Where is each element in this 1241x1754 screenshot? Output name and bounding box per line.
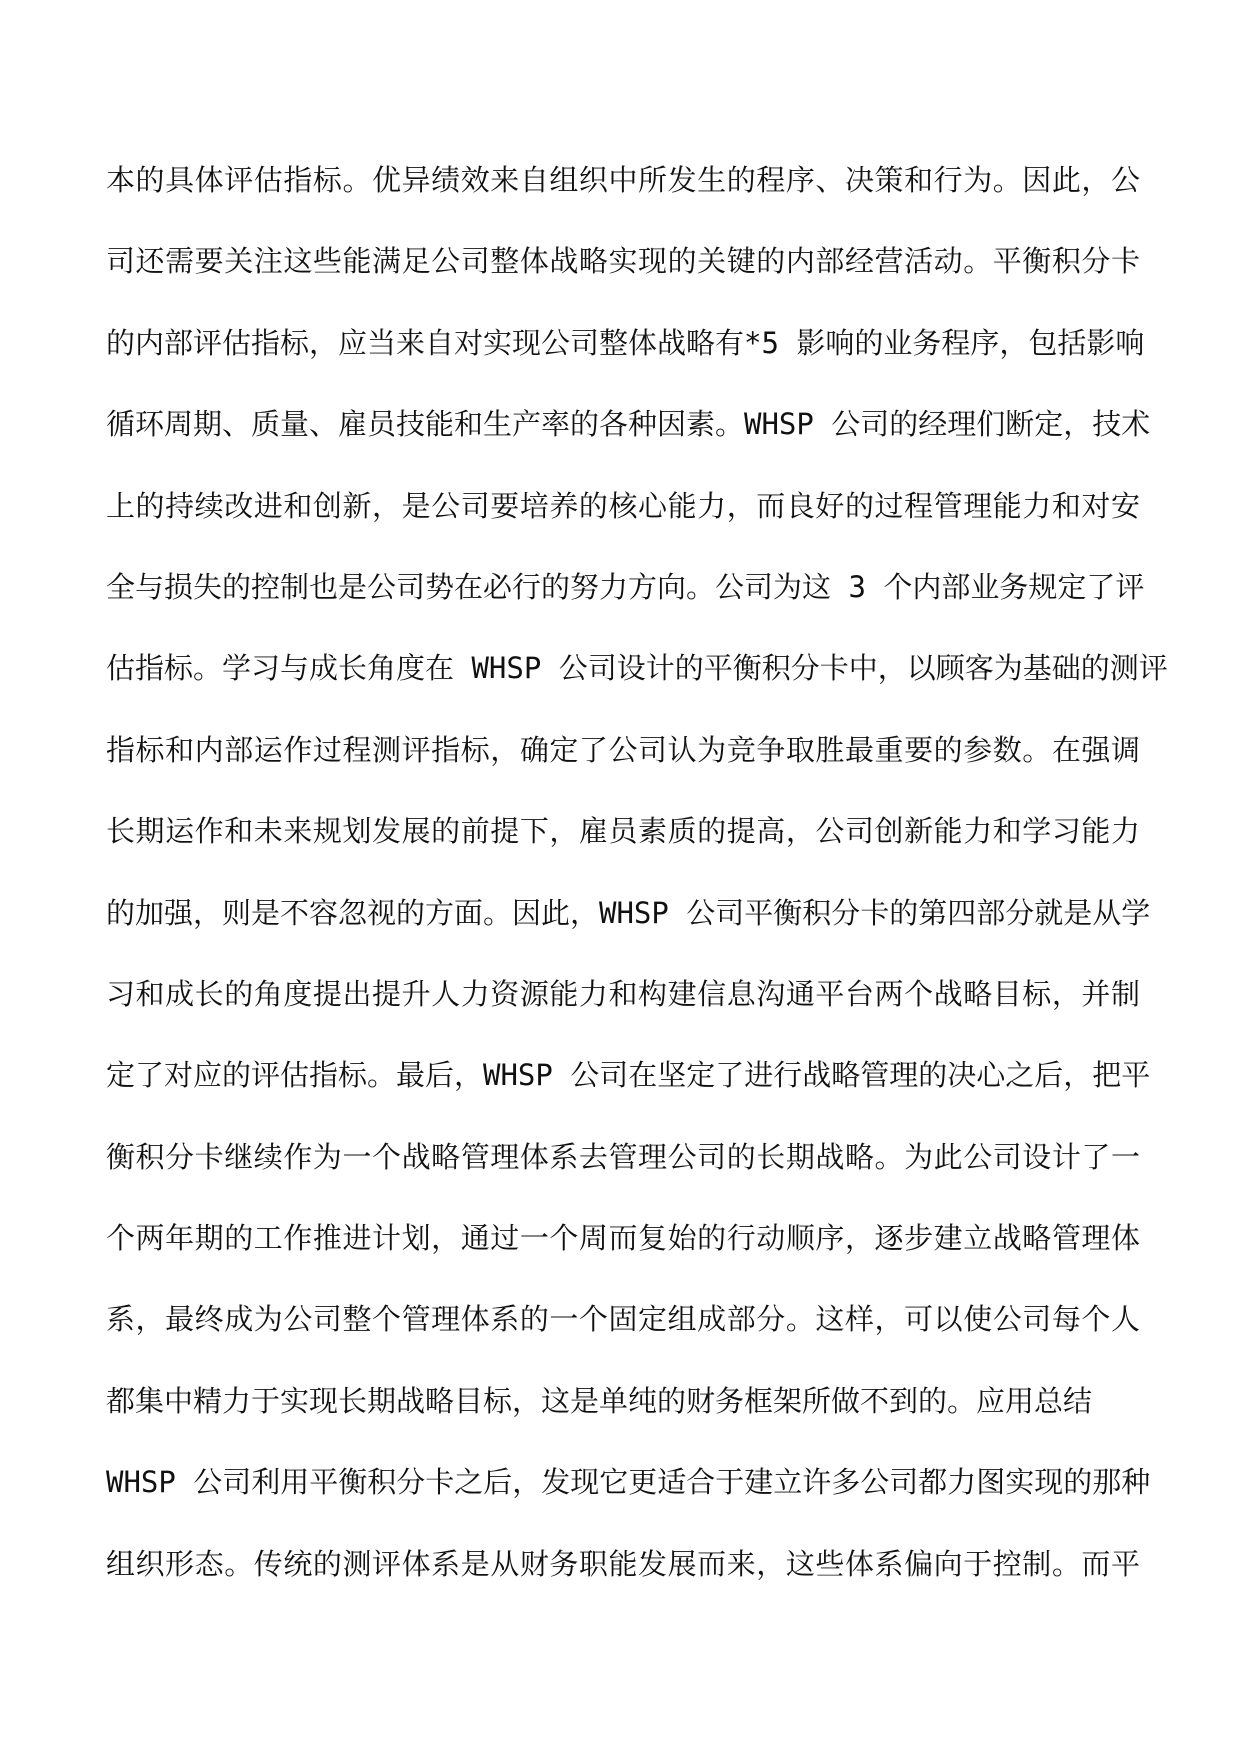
text-line-11: 习和成长的角度提出提升人力资源能力和构建信息沟通平台两个战略目标，并制	[106, 976, 1140, 1011]
text-line-1: 本的具体评估指标。优异绩效来自组织中所发生的程序、决策和行为。因此，公	[106, 163, 1140, 197]
text-line-16: 都集中精力于实现长期战略目标，这是单纯的财务框架所做不到的。应用总结	[106, 1383, 1093, 1418]
text-line-10: 的加强，则是不容忽视的方面。因此，WHSP 公司平衡积分卡的第四部分就是从学	[106, 895, 1151, 930]
text-line-4: 循环周期、质量、雇员技能和生产率的各种因素。WHSP 公司的经理们断定，技术	[106, 407, 1151, 442]
text-line-7: 估指标。学习与成长角度在 WHSP 公司设计的平衡积分卡中，以顾客为基础的测评	[106, 651, 1168, 686]
text-line-12: 定了对应的评估指标。最后，WHSP 公司在坚定了进行战略管理的决心之后，把平	[106, 1058, 1151, 1093]
body-text	[106, 163, 1168, 1631]
text-line-17: WHSP 公司利用平衡积分卡之后，发现它更适合于建立许多公司都力图实现的那种	[106, 1465, 1151, 1500]
text-line-2: 司还需要关注这些能满足公司整体战略实现的关键的内部经营活动。平衡积分卡	[106, 244, 1140, 279]
text-line-3: 的内部评估指标，应当来自对实现公司整体战略有*5 影响的业务程序，包括影响	[106, 325, 1145, 360]
text-line-14: 个两年期的工作推进计划，通过一个周而复始的行动顺序，逐步建立战略管理体	[106, 1221, 1140, 1256]
text-line-15: 系，最终成为公司整个管理体系的一个固定组成部分。这样，可以使公司每个人	[106, 1302, 1140, 1337]
text-line-6: 全与损失的控制也是公司势在必行的努力方向。公司为这 3 个内部业务规定了评	[106, 569, 1145, 604]
text-line-9: 长期运作和未来规划发展的前提下，雇员素质的提高，公司创新能力和学习能力	[106, 814, 1140, 849]
text-line-13: 衡积分卡继续作为一个战略管理体系去管理公司的长期战略。为此公司设计了一	[106, 1139, 1140, 1174]
text-line-8: 指标和内部运作过程测评指标，确定了公司认为竞争取胜最重要的参数。在强调	[106, 732, 1140, 767]
text-line-18: 组织形态。传统的测评体系是从财务职能发展而来，这些体系偏向于控制。而平	[106, 1546, 1140, 1581]
text-line-5: 上的持续改进和创新，是公司要培养的核心能力，而良好的过程管理能力和对安	[106, 488, 1140, 523]
